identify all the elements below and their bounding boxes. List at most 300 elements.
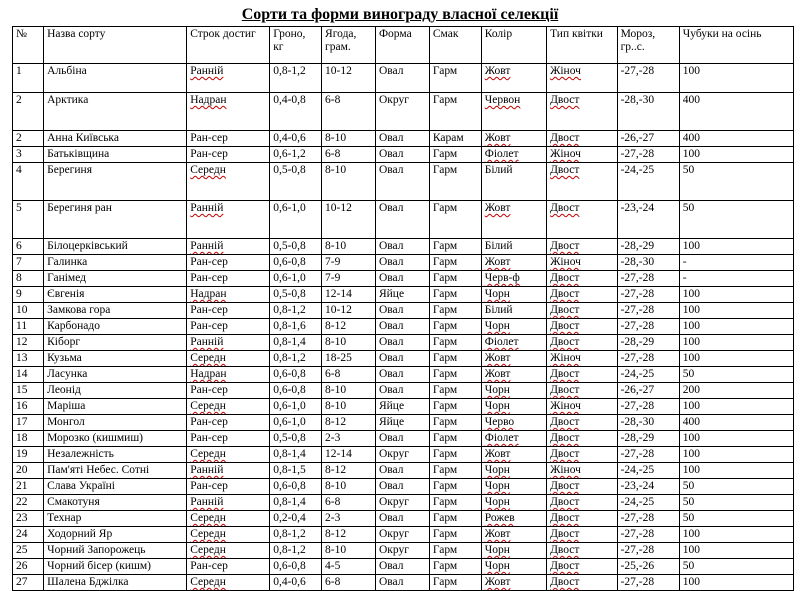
table-cell: 8-10	[322, 335, 376, 351]
table-row	[13, 495, 794, 511]
table-cell: Жіноч	[547, 64, 618, 93]
table-cell: Гарм	[429, 163, 481, 201]
table-cell: 0,6-1,2	[270, 147, 322, 163]
table-row	[13, 93, 794, 131]
table-cell: Гарм	[429, 383, 481, 399]
table-cell: 8-12	[322, 527, 376, 543]
table-cell: -24,-25	[617, 367, 679, 383]
table-cell: Ранній	[187, 201, 270, 239]
table-row	[13, 351, 794, 367]
grape-varieties-table	[12, 26, 794, 591]
table-row	[13, 463, 794, 479]
table-cell: Середн	[187, 511, 270, 527]
table-cell: 100	[679, 543, 793, 559]
table-cell: 0,8-1,2	[270, 351, 322, 367]
table-cell: Арктика	[44, 93, 187, 131]
table-cell: Гарм	[429, 303, 481, 319]
table-cell: 0,8-1,4	[270, 447, 322, 463]
table-cell: Овал	[375, 575, 429, 591]
table-cell: 26	[13, 559, 44, 575]
table-cell: 12-14	[322, 447, 376, 463]
table-cell: Кіборг	[44, 335, 187, 351]
table-cell: Гарм	[429, 319, 481, 335]
table-cell: 19	[13, 447, 44, 463]
table-row	[13, 131, 794, 147]
table-cell: -28,-29	[617, 335, 679, 351]
table-row	[13, 383, 794, 399]
table-cell: Черв-ф	[481, 271, 546, 287]
table-row	[13, 163, 794, 201]
table-cell: 16	[13, 399, 44, 415]
table-cell: -27,-28	[617, 319, 679, 335]
table-cell: Жіноч	[547, 147, 618, 163]
table-cell: Гарм	[429, 415, 481, 431]
document-title: Сорти та форми винограду власної селекції	[241, 6, 559, 23]
table-cell: Ранній	[187, 335, 270, 351]
table-cell: -24,-25	[617, 463, 679, 479]
table-cell: Ранній	[187, 239, 270, 255]
table-cell: Середн	[187, 543, 270, 559]
table-cell: Двост	[547, 447, 618, 463]
table-cell: -27,-28	[617, 271, 679, 287]
table-cell: Середн	[187, 163, 270, 201]
table-cell: Білоцерківський	[44, 239, 187, 255]
table-cell: Чорн	[481, 463, 546, 479]
table-cell: Яйце	[375, 415, 429, 431]
table-cell: Берегиня ран	[44, 201, 187, 239]
table-cell: Чорн	[481, 559, 546, 575]
table-cell: 18-25	[322, 351, 376, 367]
table-cell: 8	[13, 271, 44, 287]
table-cell: 6-8	[322, 147, 376, 163]
table-cell: 8-10	[322, 163, 376, 201]
column-header: Форма	[375, 27, 429, 64]
table-cell: 7-9	[322, 255, 376, 271]
table-cell: -27,-28	[617, 351, 679, 367]
table-cell: Овал	[375, 271, 429, 287]
table-cell: Гарм	[429, 543, 481, 559]
table-cell: Овал	[375, 303, 429, 319]
table-row	[13, 575, 794, 591]
table-cell: Двост	[547, 575, 618, 591]
table-cell: 0,4-0,8	[270, 93, 322, 131]
table-cell: Червон	[481, 93, 546, 131]
table-cell: Жовт	[481, 255, 546, 271]
table-cell: Шалена Бджілка	[44, 575, 187, 591]
table-cell: 100	[679, 351, 793, 367]
table-cell: Гарм	[429, 527, 481, 543]
table-cell: Морозко (кишмиш)	[44, 431, 187, 447]
table-cell: Чорн	[481, 543, 546, 559]
table-cell: 3	[13, 147, 44, 163]
table-cell: Овал	[375, 147, 429, 163]
table-cell: 50	[679, 559, 793, 575]
table-cell: Маріша	[44, 399, 187, 415]
column-header: №	[13, 27, 44, 64]
table-cell: 0,6-1,0	[270, 271, 322, 287]
table-cell: -26,-27	[617, 383, 679, 399]
table-cell: Гарм	[429, 239, 481, 255]
table-cell: Двост	[547, 201, 618, 239]
table-cell: -24,-25	[617, 495, 679, 511]
table-cell: Слава Україні	[44, 479, 187, 495]
table-cell: -23,-24	[617, 479, 679, 495]
table-cell: 24	[13, 527, 44, 543]
table-cell: Фіолет	[481, 335, 546, 351]
table-cell: Альбіна	[44, 64, 187, 93]
table-cell: Галинка	[44, 255, 187, 271]
table-cell: Округ	[375, 527, 429, 543]
table-cell: Фіолет	[481, 147, 546, 163]
table-cell: Середн	[187, 575, 270, 591]
table-cell: Овал	[375, 201, 429, 239]
table-cell: 100	[679, 303, 793, 319]
table-cell: Леонід	[44, 383, 187, 399]
table-cell: -28,-30	[617, 415, 679, 431]
table-cell: Ран-сер	[187, 479, 270, 495]
table-row	[13, 147, 794, 163]
table-cell: Жовт	[481, 64, 546, 93]
table-row	[13, 511, 794, 527]
table-cell: 14	[13, 367, 44, 383]
table-cell: Євгенія	[44, 287, 187, 303]
table-cell: 0,8-1,2	[270, 527, 322, 543]
table-cell: Карам	[429, 131, 481, 147]
table-cell: 50	[679, 479, 793, 495]
table-cell: 17	[13, 415, 44, 431]
table-cell: 6	[13, 239, 44, 255]
table-cell: 100	[679, 335, 793, 351]
table-cell: Жовт	[481, 447, 546, 463]
table-header-row	[13, 27, 794, 64]
table-cell: Гарм	[429, 93, 481, 131]
table-cell: Пам'яті Небес. Сотні	[44, 463, 187, 479]
table-cell: Білий	[481, 239, 546, 255]
table-cell: 100	[679, 463, 793, 479]
table-cell: 15	[13, 383, 44, 399]
table-cell: 8-10	[322, 239, 376, 255]
table-cell: Жіноч	[547, 399, 618, 415]
table-cell: 0,6-0,8	[270, 479, 322, 495]
table-cell: 100	[679, 527, 793, 543]
table-cell: -	[679, 255, 793, 271]
table-cell: Надран	[187, 367, 270, 383]
table-cell: 12-14	[322, 287, 376, 303]
table-cell: Гарм	[429, 463, 481, 479]
table-cell: Двост	[547, 239, 618, 255]
table-cell: 10	[13, 303, 44, 319]
table-cell: Ран-сер	[187, 383, 270, 399]
table-cell: Овал	[375, 319, 429, 335]
table-cell: Гарм	[429, 447, 481, 463]
table-row	[13, 415, 794, 431]
table-cell: Чорн	[481, 319, 546, 335]
table-cell: 100	[679, 447, 793, 463]
table-cell: Ран-сер	[187, 319, 270, 335]
table-cell: Чорн	[481, 383, 546, 399]
table-cell: -24,-25	[617, 163, 679, 201]
table-cell: Ран-сер	[187, 431, 270, 447]
table-cell: 4	[13, 163, 44, 201]
column-header: Строк достиг	[187, 27, 270, 64]
table-cell: Двост	[547, 495, 618, 511]
table-cell: Середн	[187, 351, 270, 367]
table-cell: Овал	[375, 64, 429, 93]
table-cell: 8-12	[322, 319, 376, 335]
table-cell: Двост	[547, 527, 618, 543]
table-cell: Кузьма	[44, 351, 187, 367]
table-cell: -27,-28	[617, 575, 679, 591]
table-cell: Середн	[187, 399, 270, 415]
table-cell: 0,5-0,8	[270, 163, 322, 201]
table-cell: Ран-сер	[187, 303, 270, 319]
table-cell: Чорн	[481, 287, 546, 303]
table-cell: 400	[679, 415, 793, 431]
table-cell: Чорний Запорожець	[44, 543, 187, 559]
table-cell: Чорн	[481, 399, 546, 415]
table-cell: 18	[13, 431, 44, 447]
table-cell: 0,6-1,0	[270, 415, 322, 431]
table-cell: Фіолет	[481, 431, 546, 447]
table-cell: Двост	[547, 131, 618, 147]
table-row	[13, 367, 794, 383]
table-cell: 0,6-1,0	[270, 399, 322, 415]
table-cell: Овал	[375, 131, 429, 147]
table-cell: 9	[13, 287, 44, 303]
table-cell: 21	[13, 479, 44, 495]
column-header: Гроно, кг	[270, 27, 322, 64]
table-cell: Жовт	[481, 201, 546, 239]
table-cell: Двост	[547, 383, 618, 399]
table-cell: 7-9	[322, 271, 376, 287]
table-cell: Монгол	[44, 415, 187, 431]
table-cell: 8-10	[322, 543, 376, 559]
table-cell: 0,2-0,4	[270, 511, 322, 527]
table-cell: 0,8-1,6	[270, 319, 322, 335]
table-cell: Двост	[547, 303, 618, 319]
table-cell: Овал	[375, 431, 429, 447]
table-cell: Овал	[375, 479, 429, 495]
table-cell: Гарм	[429, 201, 481, 239]
table-cell: 6-8	[322, 495, 376, 511]
table-cell: Округ	[375, 543, 429, 559]
table-cell: -27,-28	[617, 511, 679, 527]
table-cell: 6-8	[322, 93, 376, 131]
table-cell: 27	[13, 575, 44, 591]
table-cell: 7	[13, 255, 44, 271]
table-row	[13, 271, 794, 287]
table-cell: 400	[679, 131, 793, 147]
table-cell: Технар	[44, 511, 187, 527]
table-row	[13, 287, 794, 303]
table-cell: -27,-28	[617, 447, 679, 463]
table-cell: -	[679, 271, 793, 287]
table-cell: Чорн	[481, 479, 546, 495]
table-cell: -27,-28	[617, 287, 679, 303]
table-row	[13, 431, 794, 447]
table-cell: 22	[13, 495, 44, 511]
table-cell: 0,5-0,8	[270, 287, 322, 303]
table-row	[13, 479, 794, 495]
table-cell: Яйце	[375, 287, 429, 303]
table-cell: Двост	[547, 431, 618, 447]
table-cell: Овал	[375, 463, 429, 479]
table-cell: Двост	[547, 479, 618, 495]
table-cell: 0,4-0,6	[270, 131, 322, 147]
table-cell: Овал	[375, 351, 429, 367]
table-row	[13, 239, 794, 255]
table-cell: 100	[679, 575, 793, 591]
table-cell: 100	[679, 287, 793, 303]
table-cell: 8-10	[322, 131, 376, 147]
table-cell: 100	[679, 239, 793, 255]
table-cell: 25	[13, 543, 44, 559]
table-cell: Білий	[481, 303, 546, 319]
table-cell: Жовт	[481, 575, 546, 591]
table-cell: 5	[13, 201, 44, 239]
table-cell: Середн	[187, 527, 270, 543]
table-cell: Ран-сер	[187, 131, 270, 147]
table-cell: 10-12	[322, 303, 376, 319]
table-cell: Овал	[375, 335, 429, 351]
table-row	[13, 447, 794, 463]
table-cell: Двост	[547, 93, 618, 131]
table-cell: 50	[679, 511, 793, 527]
table-cell: 0,8-1,2	[270, 543, 322, 559]
table-cell: 0,8-1,2	[270, 303, 322, 319]
table-cell: 12	[13, 335, 44, 351]
table-cell: 8-10	[322, 399, 376, 415]
table-cell: 200	[679, 383, 793, 399]
table-cell: Жовт	[481, 527, 546, 543]
table-cell: Яйце	[375, 399, 429, 415]
table-cell: Чорний бісер (кишм)	[44, 559, 187, 575]
table-cell: -28,-29	[617, 431, 679, 447]
table-cell: 20	[13, 463, 44, 479]
table-cell: Двост	[547, 559, 618, 575]
table-cell: Округ	[375, 495, 429, 511]
table-cell: Гарм	[429, 431, 481, 447]
table-cell: Берегиня	[44, 163, 187, 201]
table-cell: 10-12	[322, 201, 376, 239]
table-cell: Гарм	[429, 367, 481, 383]
table-cell: -28,-30	[617, 255, 679, 271]
column-header: Смак	[429, 27, 481, 64]
table-row	[13, 319, 794, 335]
table-cell: 100	[679, 319, 793, 335]
table-cell: Овал	[375, 239, 429, 255]
table-cell: Жовт	[481, 351, 546, 367]
table-cell: 0,8-1,2	[270, 64, 322, 93]
table-row	[13, 303, 794, 319]
table-cell: 0,5-0,8	[270, 239, 322, 255]
table-cell: 0,6-1,0	[270, 201, 322, 239]
table-cell: Гарм	[429, 335, 481, 351]
table-cell: -28,-29	[617, 239, 679, 255]
table-cell: Овал	[375, 511, 429, 527]
table-cell: 13	[13, 351, 44, 367]
table-cell: 6-8	[322, 367, 376, 383]
table-cell: Двост	[547, 319, 618, 335]
table-cell: Округ	[375, 93, 429, 131]
table-cell: 0,8-1,4	[270, 495, 322, 511]
table-cell: Ранній	[187, 463, 270, 479]
table-cell: Двост	[547, 367, 618, 383]
table-cell: Гарм	[429, 575, 481, 591]
table-cell: -27,-28	[617, 147, 679, 163]
table-cell: Ласунка	[44, 367, 187, 383]
table-cell: 100	[679, 399, 793, 415]
table-cell: 1	[13, 64, 44, 93]
column-header: Назва сорту	[44, 27, 187, 64]
column-header: Мороз, гр..с.	[617, 27, 679, 64]
table-cell: Рожев	[481, 511, 546, 527]
table-cell: 0,8-1,5	[270, 463, 322, 479]
table-cell: -25,-26	[617, 559, 679, 575]
table-cell: Ран-сер	[187, 147, 270, 163]
table-cell: Черво	[481, 415, 546, 431]
table-cell: -27,-28	[617, 64, 679, 93]
table-cell: 2	[13, 131, 44, 147]
column-header: Колір	[481, 27, 546, 64]
table-row	[13, 543, 794, 559]
table-cell: Овал	[375, 255, 429, 271]
table-row	[13, 527, 794, 543]
table-cell: 50	[679, 201, 793, 239]
table-cell: 0,5-0,8	[270, 431, 322, 447]
table-cell: 50	[679, 163, 793, 201]
table-row	[13, 335, 794, 351]
table-cell: Двост	[547, 415, 618, 431]
table-cell: Смакотуня	[44, 495, 187, 511]
table-cell: Двост	[547, 511, 618, 527]
table-cell: 8-10	[322, 479, 376, 495]
table-cell: Жовт	[481, 131, 546, 147]
column-header: Чубуки на осінь	[679, 27, 793, 64]
table-cell: -27,-28	[617, 527, 679, 543]
table-cell: 0,6-0,8	[270, 367, 322, 383]
table-cell: Ходорний Яр	[44, 527, 187, 543]
table-cell: Замкова гора	[44, 303, 187, 319]
table-cell: Жіноч	[547, 463, 618, 479]
table-cell: 11	[13, 319, 44, 335]
table-row	[13, 201, 794, 239]
table-cell: Овал	[375, 559, 429, 575]
table-cell: 0,6-0,8	[270, 559, 322, 575]
table-cell: Карбонадо	[44, 319, 187, 335]
table-cell: Гарм	[429, 351, 481, 367]
table-cell: Гарм	[429, 255, 481, 271]
table-cell: Гарм	[429, 559, 481, 575]
table-cell: Ран-сер	[187, 559, 270, 575]
table-cell: Двост	[547, 335, 618, 351]
table-cell: Батьківщина	[44, 147, 187, 163]
table-cell: Двост	[547, 287, 618, 303]
table-cell: Гарм	[429, 271, 481, 287]
table-cell: Гарм	[429, 479, 481, 495]
table-cell: 50	[679, 495, 793, 511]
column-header: Тип квітки	[547, 27, 618, 64]
table-cell: Жовт	[481, 367, 546, 383]
table-row	[13, 255, 794, 271]
column-header: Ягода, грам.	[322, 27, 376, 64]
table-cell: Гарм	[429, 511, 481, 527]
table-cell: 10-12	[322, 64, 376, 93]
table-row	[13, 559, 794, 575]
table-cell: Овал	[375, 163, 429, 201]
table-cell: Ранній	[187, 64, 270, 93]
table-cell: Надран	[187, 93, 270, 131]
